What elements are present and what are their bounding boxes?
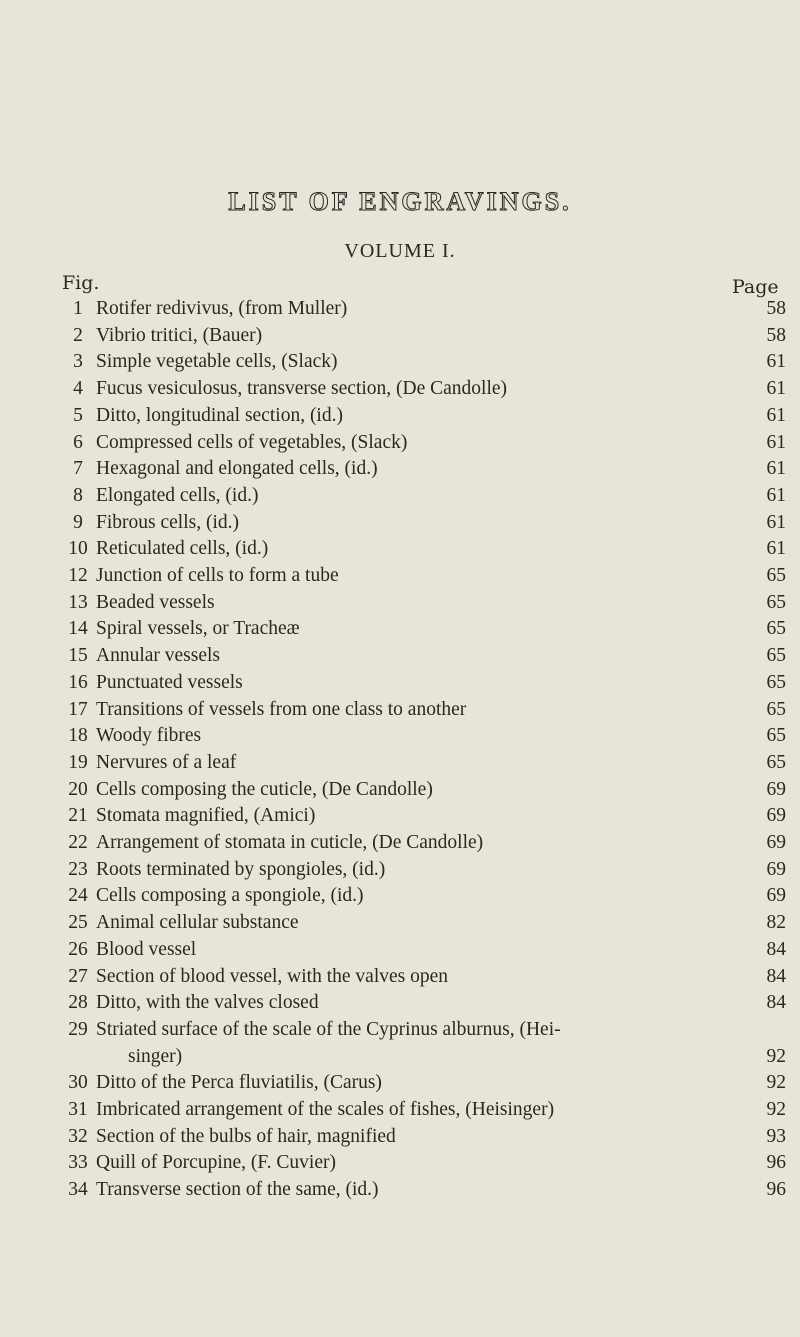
list-item: [0, 347, 800, 377]
engraving-description: Transitions of vessels from one class to another: [96, 698, 467, 720]
list-item: [0, 748, 800, 778]
list-item: [0, 1068, 800, 1098]
fig-number: 34: [68, 1179, 88, 1201]
fig-number: 19: [68, 751, 88, 773]
engraving-description: Animal cellular substance: [96, 912, 299, 934]
engraving-description: Ditto, with the valves closed: [96, 992, 319, 1014]
engraving-description: Annular vessels: [96, 645, 221, 667]
engraving-description: Stomata magnified, (Amici): [96, 805, 316, 827]
page-number: 65: [766, 698, 786, 720]
fig-number: 25: [68, 912, 88, 934]
list-item: [0, 1148, 800, 1178]
page-number: 69: [766, 778, 786, 800]
page-number: 96: [766, 1179, 786, 1201]
page-number: 61: [766, 378, 786, 400]
list-item: [0, 454, 800, 484]
list-item: [0, 641, 800, 671]
engraving-description: Hexagonal and elongated cells, (id.): [96, 458, 378, 480]
engraving-description: Beaded vessels: [96, 591, 215, 613]
list-item: [0, 668, 800, 698]
list-item: [0, 801, 800, 831]
page-number: 61: [766, 511, 786, 533]
fig-number: 23: [68, 858, 88, 880]
fig-number: 32: [68, 1125, 88, 1147]
list-item: [0, 935, 800, 965]
fig-number: 22: [68, 832, 88, 853]
engraving-description: Elongated cells, (id.): [96, 484, 259, 506]
fig-number: 33: [68, 1152, 88, 1174]
page-column-header: Page: [732, 276, 779, 298]
engraving-description: Spiral vessels, or Tracheæ: [96, 618, 300, 640]
fig-number: 6: [73, 431, 83, 453]
fig-number: 16: [68, 671, 88, 693]
page-number: 61: [766, 458, 786, 480]
fig-number: 27: [68, 965, 88, 987]
engraving-description: Striated surface of the scale of the Cyprinus alburnus, (Hei-: [96, 1018, 561, 1040]
fig-number: 30: [68, 1072, 88, 1094]
page-number: 84: [766, 938, 786, 960]
page-number: 61: [766, 484, 786, 506]
engraving-description: Punctuated vessels: [96, 671, 243, 693]
page-number: 65: [766, 618, 786, 640]
fig-number: 14: [68, 618, 88, 640]
fig-number: 20: [68, 778, 88, 800]
list-item: [0, 321, 800, 351]
fig-number: 2: [73, 324, 83, 346]
fig-number: 13: [68, 591, 88, 613]
list-item: [0, 695, 800, 725]
engraving-description: Junction of cells to form a tube: [96, 565, 339, 586]
page-number: 92: [766, 1045, 786, 1067]
fig-number: 4: [73, 378, 83, 400]
page-number: 65: [766, 645, 786, 667]
page-number: 61: [766, 431, 786, 453]
list-item: [0, 588, 800, 618]
fig-number: 9: [73, 511, 83, 533]
page-number: 61: [766, 351, 786, 373]
page-number: 69: [766, 805, 786, 827]
fig-number: 21: [68, 805, 88, 827]
list-item: [0, 775, 800, 805]
engraving-description: Section of the bulbs of hair, magnified: [96, 1125, 396, 1147]
engraving-description: Cells composing the cuticle, (De Candolle): [96, 778, 433, 800]
page-number: 96: [766, 1152, 786, 1174]
list-item: [0, 828, 800, 858]
page-number: 69: [766, 858, 786, 880]
engraving-description: Transverse section of the same, (id.): [96, 1179, 379, 1201]
fig-number: 18: [68, 725, 88, 747]
fig-number: 7: [73, 458, 83, 480]
fig-number: 8: [73, 484, 83, 506]
fig-number: 12: [68, 565, 88, 586]
list-item: [0, 1095, 800, 1125]
page-number: 65: [766, 591, 786, 613]
list-item: [0, 614, 800, 644]
engraving-description: Simple vegetable cells, (Slack): [96, 351, 338, 373]
list-item: [0, 374, 800, 404]
engraving-description: Fibrous cells, (id.): [96, 511, 239, 533]
list-item-continuation: [0, 1042, 800, 1072]
engraving-description: Woody fibres: [96, 725, 202, 747]
fig-number: 24: [68, 885, 88, 907]
list-item: [0, 881, 800, 911]
fig-number: 15: [68, 645, 88, 667]
page-number: 92: [766, 1072, 786, 1094]
fig-number: 17: [68, 698, 88, 720]
fig-number: 31: [68, 1099, 88, 1120]
engraving-description: Ditto of the Perca fluviatilis, (Carus): [96, 1072, 382, 1094]
fig-number: 28: [68, 992, 88, 1014]
page-number: 65: [766, 671, 786, 693]
page-number: 84: [766, 992, 786, 1014]
fig-column-header: Fig.: [62, 272, 100, 294]
engraving-description-continued: singer): [128, 1045, 183, 1067]
volume-heading: VOLUME I.: [344, 240, 456, 262]
list-item: [0, 855, 800, 885]
engraving-description: Ditto, longitudinal section, (id.): [96, 404, 343, 426]
page-number: 65: [766, 751, 786, 773]
list-item: [0, 721, 800, 751]
page-number: 58: [766, 324, 786, 346]
list-item: [0, 508, 800, 538]
fig-number: 3: [73, 351, 83, 373]
fig-number: 5: [73, 404, 83, 426]
page-number: 58: [766, 298, 786, 319]
engraving-description: Quill of Porcupine, (F. Cuvier): [96, 1152, 336, 1174]
list-item: [0, 908, 800, 938]
list-item: [0, 988, 800, 1018]
list-item: [0, 1122, 800, 1152]
engraving-description: Vibrio tritici, (Bauer): [96, 324, 263, 346]
list-item: [0, 534, 800, 564]
fig-number: 29: [68, 1018, 88, 1040]
list-item: [0, 428, 800, 458]
list-item: [0, 1015, 800, 1045]
page-number: 93: [766, 1125, 786, 1147]
engraving-description: Roots terminated by spongioles, (id.): [96, 858, 386, 880]
page-number: 84: [766, 965, 786, 987]
page-number: 65: [766, 725, 786, 747]
list-item: [0, 1175, 800, 1205]
page-number: 92: [766, 1099, 786, 1120]
engraving-description: Section of blood vessel, with the valves open: [96, 965, 449, 987]
list-item: [0, 962, 800, 992]
page-number: 69: [766, 832, 786, 853]
engraving-description: Compressed cells of vegetables, (Slack): [96, 431, 408, 453]
engraving-description: Rotifer redivivus, (from Muller): [96, 298, 348, 319]
page-number: 82: [766, 912, 786, 934]
engraving-description: Cells composing a spongiole, (id.): [96, 885, 364, 907]
page-number: 61: [766, 538, 786, 560]
engraving-description: Reticulated cells, (id.): [96, 538, 269, 560]
list-item: [0, 561, 800, 591]
list-item: [0, 401, 800, 431]
list-item: [0, 481, 800, 511]
list-item: [0, 294, 800, 324]
engraving-description: Blood vessel: [96, 938, 197, 960]
engraving-description: Nervures of a leaf: [96, 751, 237, 773]
engraving-description: Fucus vesiculosus, transverse section, (De Candolle): [96, 378, 508, 400]
engraving-description: Arrangement of stomata in cuticle, (De Candolle): [96, 832, 484, 853]
fig-number: 10: [68, 538, 88, 560]
page-title: LIST OF ENGRAVINGS.: [228, 187, 572, 216]
engraving-description: Imbricated arrangement of the scales of fishes, (Heisinger): [96, 1099, 555, 1120]
page-number: 65: [766, 565, 786, 586]
page-number: 61: [766, 404, 786, 426]
fig-number: 1: [73, 298, 83, 319]
fig-number: 26: [68, 938, 88, 960]
page-number: 69: [766, 885, 786, 907]
